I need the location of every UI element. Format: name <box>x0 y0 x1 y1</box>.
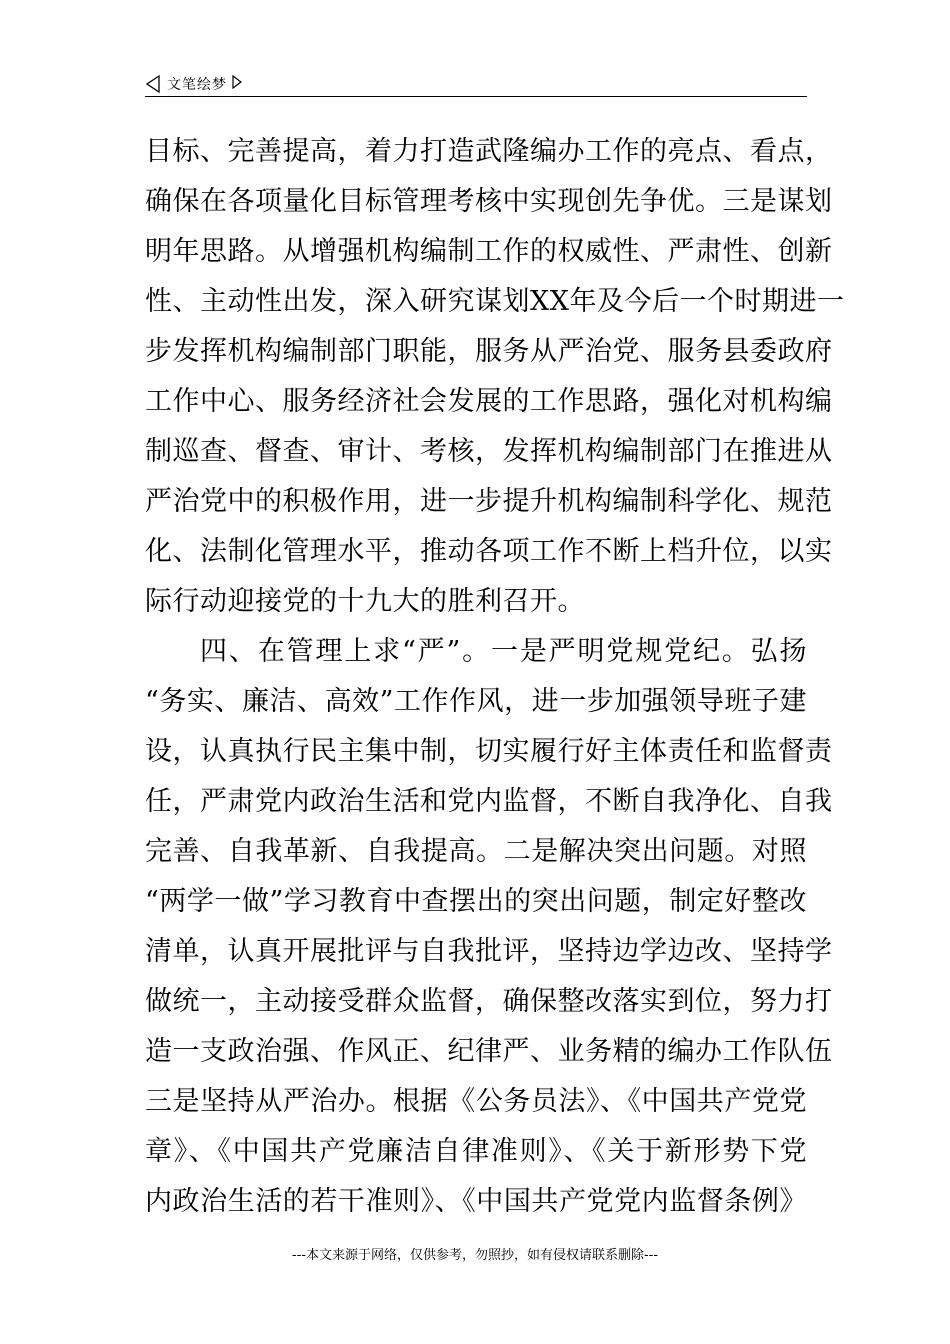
paragraph-first-line: 四、在管理上求“严”。一是严明党规党纪。弘扬 <box>200 636 807 667</box>
header-title: 文笔绘梦 <box>167 77 227 93</box>
text-line: 内政治生活的若干准则》、《中国共产党党内监督条例》 <box>145 1186 807 1217</box>
header-divider <box>145 96 807 97</box>
triangle-left-outline-icon <box>145 75 161 93</box>
text-line: 做统一，主动接受群众监督，确保整改落实到位，努力打 <box>145 986 833 1017</box>
text-line: 章》、《中国共产党廉洁自律准则》、《关于新形势下党 <box>145 1136 807 1167</box>
text-line: 化、法制化管理水平，推动各项工作不断上档升位，以实 <box>145 536 833 567</box>
text-line: 清单，认真开展批评与自我批评，坚持边学边改、坚持学 <box>145 936 833 967</box>
text-line: “务实、廉洁、高效”工作作风，进一步加强领导班子建 <box>145 686 807 717</box>
document-body <box>145 127 845 1227</box>
text-line: 严治党中的积极作用，进一步提升机构编制科学化、规范 <box>145 486 833 517</box>
text-line: 步发挥机构编制部门职能，服务从严治党、服务县委政府 <box>145 336 833 367</box>
text-line: 制巡查、督查、审计、考核，发挥机构编制部门在推进从 <box>145 436 833 467</box>
text-line: 造一支政治强、作风正、纪律严、业务精的编办工作队伍 <box>145 1036 833 1067</box>
text-line: 际行动迎接党的十九大的胜利召开。 <box>145 586 585 617</box>
text-line: 完善、自我革新、自我提高。二是解决突出问题。对照 <box>145 836 807 867</box>
footer-notice: ---本文来源于网络，仅供参考，勿照抄，如有侵权请联系删除--- <box>291 1248 659 1263</box>
text-line: 任，严肃党内政治生活和党内监督，不断自我净化、自我 <box>145 786 833 817</box>
text-line: 确保在各项量化目标管理考核中实现创先争优。三是谋划 <box>145 186 833 217</box>
text-line: 设，认真执行民主集中制，切实履行好主体责任和监督责 <box>145 736 833 767</box>
text-line: “两学一做”学习教育中查摆出的突出问题，制定好整改 <box>145 886 807 917</box>
triangle-right-outline-icon <box>231 75 243 89</box>
page-header <box>145 74 807 96</box>
text-line: 明年思路。从增强机构编制工作的权威性、严肃性、创新 <box>145 236 833 267</box>
text-line: 性、主动性出发，深入研究谋划XX年及今后一个时期进一 <box>145 286 845 317</box>
text-line: 工作中心、服务经济社会发展的工作思路，强化对机构编 <box>145 386 833 417</box>
text-line: 三是坚持从严治办。根据《公务员法》、《中国共产党党 <box>145 1086 807 1117</box>
text-line: 目标、完善提高，着力打造武隆编办工作的亮点、看点， <box>145 136 833 167</box>
